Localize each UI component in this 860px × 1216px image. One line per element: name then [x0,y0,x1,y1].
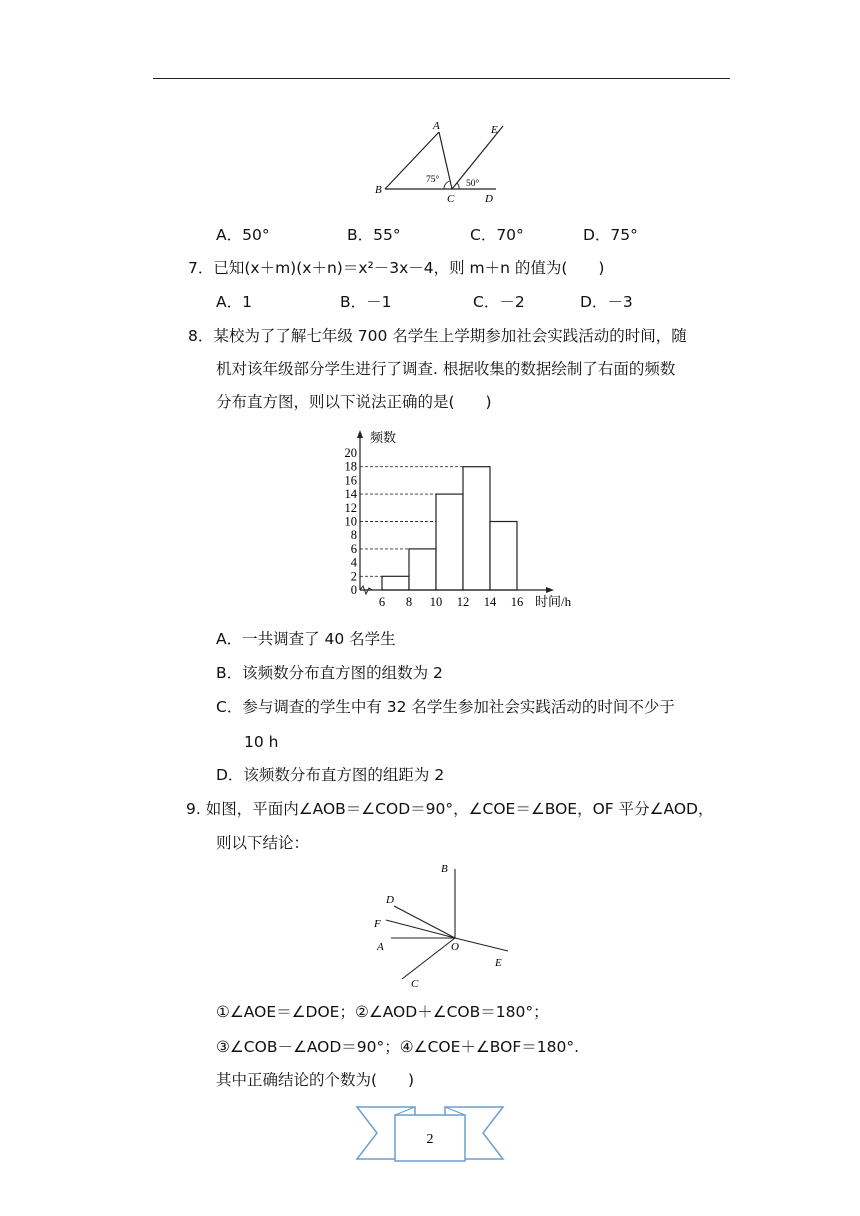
y-tick-label: 12 [344,500,357,515]
q9-stem-line2: 则以下结论： [216,834,310,852]
q6-label-D: D [485,193,493,205]
q8-choice-c-line1: C．参与调查的学生中有 32 名学生参加社会实践活动的时间不少于 [216,698,675,716]
x-tick-label: 16 [510,595,524,609]
q7-choice-d: D．－3 [580,293,633,311]
y-tick-label: 2 [350,569,357,584]
x-tick-label: 8 [405,595,413,609]
q9-figure [365,858,525,993]
q7-choice-c: C．－2 [473,293,525,311]
q8-choice-a: A．一共调查了 40 名学生 [216,630,396,648]
q6-choice-a: A．50° [216,226,270,244]
q9-label-O: O [451,941,459,953]
x-axis-arrow [546,587,554,593]
y-tick-label: 10 [344,514,357,529]
y-tick-label: 0 [350,583,357,597]
page-number-ribbon [355,1103,505,1165]
q9-conclusions-line2: ③∠COB－∠AOD＝90°；④∠COE＋∠BOF＝180°. [216,1038,580,1056]
q6-choice-b: B．55° [347,226,401,244]
q9-stem-line1: 9. 如图，平面内∠AOB＝∠COD＝90°，∠COE＝∠BOE，OF 平分∠AOD， [186,800,714,818]
q8-choice-b: B．该频数分布直方图的组数为 2 [216,664,443,682]
q9-label-E: E [495,957,502,969]
q6-angle-75: 75° [426,175,440,185]
q8-choice-c-line2: 10 h [244,733,279,751]
q8-stem-line2: 机对该年级部分学生进行了调查. 根据收集的数据绘制了右面的频数 [216,360,676,378]
q8-choice-d: D．该频数分布直方图的组距为 2 [216,766,445,784]
q6-figure [360,118,520,208]
q6-label-C: C [447,193,455,205]
q8-stem-line3: 分布直方图，则以下说法正确的是( ) [216,393,492,411]
q9-conclusions-line1: ①∠AOE＝∠DOE；②∠AOD＋∠COB＝180°； [216,1003,549,1021]
x-axis-label: 时间/h [535,594,572,609]
histogram-bar [382,576,409,590]
q8-histogram [330,422,590,622]
q6-label-A: A [433,120,440,132]
y-axis-arrow [357,430,363,438]
x-tick-label: 12 [456,595,470,609]
y-tick-label: 20 [344,446,357,460]
y-tick-label: 16 [344,473,357,488]
histogram-bar [436,494,463,590]
q9-label-A: A [377,941,384,953]
histogram-bar [490,522,517,591]
histogram-bar [463,467,490,590]
y-tick-label: 6 [350,541,357,556]
y-tick-label: 8 [350,528,357,543]
x-tick-label: 14 [483,595,497,609]
q8-stem-line1: 8．某校为了了解七年级 700 名学生上学期参加社会实践活动的时间，随 [188,327,687,345]
q6-label-B: B [375,184,382,196]
histogram-bar [409,549,436,590]
q9-label-D: D [386,894,394,906]
q6-choice-d: D．75° [583,226,638,244]
page-number: 2 [426,1132,434,1147]
q9-label-F: F [374,918,381,930]
y-tick-label: 14 [344,487,357,502]
q9-closing: 其中正确结论的个数为( ) [216,1071,415,1089]
q9-label-B: B [441,863,448,875]
q7-choice-a: A．1 [216,293,252,311]
q6-label-E: E [491,124,498,136]
y-axis-label: 频数 [370,430,397,445]
q9-label-C: C [411,978,419,990]
q7-stem: 7．已知(x＋m)(x＋n)＝x²－3x－4，则 m＋n 的值为( ) [188,259,605,277]
header-rule [153,78,730,79]
y-tick-label: 18 [344,459,357,474]
q7-choice-b: B．－1 [340,293,392,311]
y-tick-label: 4 [350,555,357,570]
q6-angle-50: 50° [466,179,480,189]
x-tick-label: 6 [378,595,386,609]
x-tick-label: 10 [429,595,443,609]
q6-choice-c: C．70° [470,226,524,244]
